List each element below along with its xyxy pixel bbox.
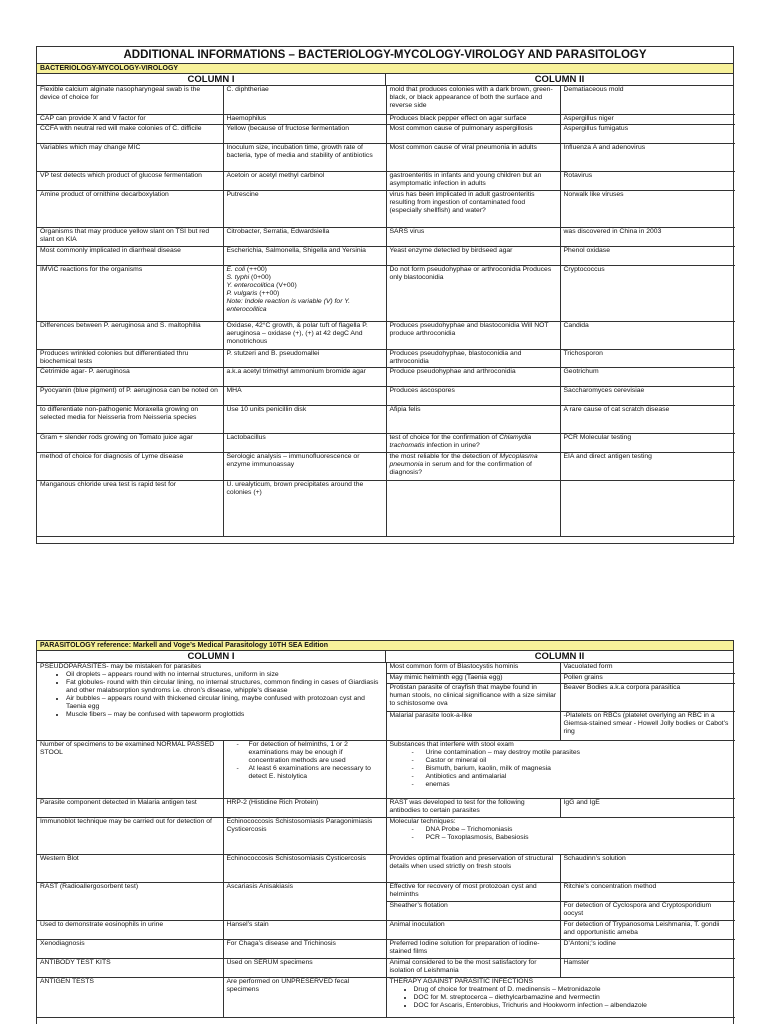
- table-row: [37, 386, 735, 405]
- table-cell: Cetrimide agar- P. aeruginosa: [37, 367, 223, 386]
- table-cell: Sheather’s flotation: [386, 901, 560, 920]
- column-ii-header: COLUMN II: [385, 74, 733, 85]
- table-cell: Acetoin or acetyl methyl carbinol: [223, 171, 386, 190]
- table-row: [37, 246, 735, 265]
- list-item: - Castor or mineral oil: [426, 757, 733, 765]
- imvic-result: (V+00): [274, 281, 297, 289]
- table-cell: Organisms that may produce yellow slant on TSI but red slant on KIA: [37, 227, 223, 246]
- therapy-title: THERAPY AGAINST PARASITIC INFECTIONS: [389, 977, 534, 985]
- list-item: • Air bubbles – appears round with thickened circular lining, maybe confused with protozoan cyst and Taenia egg: [66, 695, 383, 711]
- table-cell: Parasite component detected in Malaria antigen test: [37, 798, 223, 817]
- table-cell: Influenza A and adenovirus: [560, 143, 735, 171]
- section-label-parasitology: PARASITOLOGY reference: Markell and Voge’s Medical Parasitology 10TH SEA Edition: [37, 641, 733, 651]
- table-cell: virus has been implicated in adult gastroenteritis resulting from ingestion of contaminated food (especially shellfish) and water?: [386, 190, 560, 227]
- table-row: [37, 740, 735, 798]
- table-cell: CCFA with neutral red will make colonies of C. difficile: [37, 124, 223, 143]
- table-cell: IgG and IgE: [560, 798, 735, 817]
- table-cell: Used to demonstrate eosinophils in urine: [37, 920, 223, 939]
- pseudoparasites-cell: [37, 663, 386, 740]
- table-cell: For detection of Cyclospora and Cryptosporidium oocyst: [560, 901, 735, 920]
- cell-text: in serum and for the confirmation of diagnosis?: [389, 460, 532, 476]
- table-cell: Immunoblot technique may be carried out for detection of: [37, 817, 223, 854]
- table-cell: Aspergillus niger: [560, 114, 735, 124]
- parasitology-table: [36, 640, 734, 1024]
- table-row: [37, 265, 735, 321]
- imvic-line: [227, 274, 383, 282]
- table-cell: C. diphtheriae: [223, 86, 386, 114]
- table-cell: Aspergillus fumigatus: [560, 124, 735, 143]
- imvic-line: [227, 282, 383, 290]
- imvic-result: (++00): [257, 289, 280, 297]
- cell-text: the most reliable for the detection of: [389, 452, 500, 460]
- table-cell: Cryptococcus: [560, 265, 735, 321]
- table-row: [37, 124, 735, 143]
- table-cell: EIA and direct antigen testing: [560, 452, 735, 480]
- list-item: • Fat globules- round with thin circular lining, no internal structures, common finding in cases of Giardiasis and other malabsorption syndroms i.e. chron’s disease, whipple’s disease: [66, 679, 383, 695]
- table-cell: Western Blot: [37, 854, 223, 882]
- table-cell: Preferred Iodine solution for preparation of iodine-stained films: [386, 939, 560, 958]
- table-cell: Citrobacter, Serratia, Edwardsiella: [223, 227, 386, 246]
- bacteriology-grid: [37, 86, 735, 537]
- table-row: [37, 86, 735, 114]
- table-cell: Amine product of ornithine decarboxylation: [37, 190, 223, 227]
- list-item: - For detection of helminths, 1 or 2 examinations may be enough if concentration methods are used: [249, 741, 383, 765]
- table-cell: Oxidase, 42°C growth, & polar tuft of flagella P. aeruginosa – oxidase (+), (+) at 42 degC And monotrichous: [223, 321, 386, 349]
- table-cell: Geotrichum: [560, 367, 735, 386]
- table-cell: [560, 480, 735, 536]
- table-cell: A rare cause of cat scratch disease: [560, 405, 735, 433]
- table-cell: Animal considered to be the most satisfactory for isolation of Leishmania: [386, 958, 560, 977]
- imvic-result: (0+00): [249, 273, 271, 281]
- table-cell: [223, 740, 386, 798]
- table-row: [37, 114, 735, 124]
- table-cell: P. stutzeri and B. pseudomallei: [223, 349, 386, 367]
- table-cell: Candida: [560, 321, 735, 349]
- table-cell: Echinococcosis Schistosomiasis Cysticercosis: [223, 854, 386, 882]
- table-cell: VP test detects which product of glucose fermentation: [37, 171, 223, 190]
- table-row: [37, 452, 735, 480]
- imvic-line: [227, 266, 383, 274]
- table-cell: Echinococcosis Schistosomiasis Paragonimiasis Cysticercosis: [223, 817, 386, 854]
- therapy-list: [390, 986, 733, 1010]
- pseudoparasites-list: [40, 671, 383, 719]
- molecular-title: Molecular techniques:: [389, 817, 456, 825]
- table-cell: Hansel’s stain: [223, 920, 386, 939]
- organism-name: Y. enterocolitica: [226, 281, 275, 289]
- table-cell: PCR Molecular testing: [560, 433, 735, 452]
- table-row: [37, 349, 735, 367]
- pseudoparasites-title: PSEUDOPARASITES- may be mistaken for parasites: [40, 663, 202, 670]
- table-row: [37, 663, 735, 673]
- organism-name: S. typhi: [226, 273, 250, 281]
- list-item: - enemas: [426, 781, 733, 789]
- table-cell: Saccharomyces cerevisiae: [560, 386, 735, 405]
- table-row: [37, 480, 735, 536]
- table-cell: ANTIBODY TEST KITS: [37, 958, 223, 977]
- table-cell: Use 10 units penicillin disk: [223, 405, 386, 433]
- bacteriology-table: [36, 46, 734, 544]
- column-i-header: COLUMN I: [187, 74, 235, 85]
- table-cell: Effective for recovery of most protozoan cyst and helminths: [386, 882, 560, 901]
- table-row: [37, 171, 735, 190]
- table-cell: May mimic helminth egg (Taenia egg): [386, 673, 560, 683]
- specimen-list: [227, 741, 383, 781]
- table-cell: gastroenteritis in infants and young children but an asymptomatic infection in adults: [386, 171, 560, 190]
- interfere-title: Substances that interfere with stool exam: [389, 740, 514, 748]
- document-title: ADDITIONAL INFORMATIONS – BACTERIOLOGY-MYCOLOGY-VIROLOGY AND PARASITOLOGY: [37, 47, 733, 64]
- interfere-cell: [386, 740, 735, 798]
- table-cell: Produces pseudohyphae, blastoconidia and arthroconidia: [386, 349, 560, 367]
- table-cell: Do not form pseudohyphae or arthroconidia Produces only blastoconidia: [386, 265, 560, 321]
- molecular-list: [390, 826, 733, 842]
- table-cell: Pollen grains: [560, 673, 735, 683]
- table-cell: was discovered in China in 2003: [560, 227, 735, 246]
- table-cell: D’Antoni;’s iodine: [560, 939, 735, 958]
- table-row: [37, 854, 735, 882]
- table-cell: Putrescine: [223, 190, 386, 227]
- cell-text: test of choice for the confirmation of: [389, 433, 500, 441]
- list-item: - Antibiotics and antimalarial: [426, 773, 733, 781]
- table-row: [37, 817, 735, 854]
- table-cell: Manganous chloride urea test is rapid test for: [37, 480, 223, 536]
- table-row: [37, 143, 735, 171]
- table-cell: Flexible calcium alginate nasopharyngeal swab is the device of choice for: [37, 86, 223, 114]
- list-item: • DOC for M. streptocerca – diethylcarbamazine and Ivermectin: [414, 994, 733, 1002]
- table-cell: [223, 265, 386, 321]
- table-cell: Number of specimens to be examined NORMAL PASSED STOOL: [37, 740, 223, 798]
- list-item: - Urine contamination – may destroy motile parasites: [426, 749, 733, 757]
- table-cell: Ascariasis Anisakiasis: [223, 882, 386, 920]
- table-cell: Yellow (because of fructose fermentation: [223, 124, 386, 143]
- table-cell: Used on SERUM specimens: [223, 958, 386, 977]
- table-cell: [386, 433, 560, 452]
- table-cell: HRP-2 (Histidine Rich Protein): [223, 798, 386, 817]
- table-cell: Gram + slender rods growing on Tomato juice agar: [37, 433, 223, 452]
- table-cell: [386, 452, 560, 480]
- table-cell: Beaver Bodies a.k.a corpora parasitica: [560, 683, 735, 711]
- table-cell: Produces pseudohyphae and blastoconidia Will NOT produce arthroconidia: [386, 321, 560, 349]
- table-cell: -Platelets on RBCs (platelet overlying an RBC in a Giemsa-stained smear - Howell Jolly bodies or Cabot’s ring: [560, 711, 735, 740]
- table-cell: a.k.a acetyl trimethyl ammonium bromide agar: [223, 367, 386, 386]
- organism-name: P. vulgaris: [226, 289, 258, 297]
- therapy-cell: [386, 977, 735, 1017]
- table-cell: Animal inoculation: [386, 920, 560, 939]
- table-cell: Produces black pepper effect on agar surface: [386, 114, 560, 124]
- list-item: - At least 6 examinations are necessary to detect E. histolytica: [249, 765, 383, 781]
- table-cell: Provides optimal fixation and preservation of structural details when used strictly on fresh stools: [386, 854, 560, 882]
- organism-name: Mycoplasma pneumonia: [389, 452, 538, 468]
- table-cell: Haemophilus: [223, 114, 386, 124]
- table-cell: For Chaga’s disease and Trichinosis: [223, 939, 386, 958]
- imvic-result: (++00): [245, 265, 267, 273]
- table-cell: [386, 480, 560, 536]
- molecular-cell: [386, 817, 735, 854]
- table-cell: Dematiaceous mold: [560, 86, 735, 114]
- table-row: [37, 227, 735, 246]
- table-cell: Produce pseudohyphae and arthroconidia: [386, 367, 560, 386]
- table-cell: Protistan parasite of crayfish that maybe found in human stools, no clinical significance with a size similar to schistosome ova: [386, 683, 560, 711]
- table-cell: Rotavirus: [560, 171, 735, 190]
- table-cell: IMViC reactions for the organisms: [37, 265, 223, 321]
- table-cell: Variables which may change MIC: [37, 143, 223, 171]
- list-item: • Drug of choice for treatment of D. medinensis – Metronidazole: [414, 986, 733, 994]
- list-item: • Oil droplets – appears round with no internal structures, uniform in size: [66, 671, 383, 679]
- list-item: - DNA Probe – Trichomoniasis: [426, 826, 733, 834]
- table-cell: mold that produces colonies with a dark brown, green-black, or black appearance of both the surface and reverse side: [386, 86, 560, 114]
- organism-name: Chlamydia trachomatis: [389, 433, 532, 449]
- table-row: [37, 321, 735, 349]
- table-row: [37, 958, 735, 977]
- table-cell: Most commonly implicated in diarrheal disease: [37, 246, 223, 265]
- column-headers: [37, 651, 733, 663]
- table-cell: Most common cause of pulmonary aspergillosis: [386, 124, 560, 143]
- table-row: [37, 977, 735, 1017]
- table-cell: Schaudinn’s solution: [560, 854, 735, 882]
- table-cell: Produces ascospores: [386, 386, 560, 405]
- table-cell: Norwalk like viruses: [560, 190, 735, 227]
- table-cell: Ritchie’s concentration method: [560, 882, 735, 901]
- parasitology-grid: [37, 663, 735, 1018]
- table-row: [37, 939, 735, 958]
- table-cell: Escherichia, Salmonella, Shigella and Yersinia: [223, 246, 386, 265]
- cell-text: infection in urine?: [424, 441, 480, 449]
- table-cell: Yeast enzyme detected by birdseed agar: [386, 246, 560, 265]
- table-cell: Most common form of Blastocystis hominis: [386, 663, 560, 673]
- table-cell: Hamster: [560, 958, 735, 977]
- table-cell: Are performed on UNPRESERVED fecal specimens: [223, 977, 386, 1017]
- table-row: [37, 405, 735, 433]
- table-cell: U. urealyticum, brown precipitates around the colonies (+): [223, 480, 386, 536]
- table-cell: Most common cause of viral pneumonia in adults: [386, 143, 560, 171]
- imvic-note: Note: Indole reaction is variable (V) for Y. enterocolitica: [226, 297, 351, 313]
- table-cell: CAP can provide X and V factor for: [37, 114, 223, 124]
- list-item: • DOC for Ascaris, Enterobius, Trichuris and Hookworm infection – albendazole: [414, 1002, 733, 1010]
- table-cell: Xenodiagnosis: [37, 939, 223, 958]
- table-row: [37, 433, 735, 452]
- table-cell: RAST (Radioallergosorbent test): [37, 882, 223, 920]
- table-cell: RAST was developed to test for the following antibodies to certain parasites: [386, 798, 560, 817]
- list-item: - Bismuth, barium, kaolin, milk of magnesia: [426, 765, 733, 773]
- list-item: • Muscle fibers – may be confused with tapeworm proglottids: [66, 711, 383, 719]
- table-cell: Differences between P. aeruginosa and S. maltophilia: [37, 321, 223, 349]
- imvic-line: [227, 290, 383, 298]
- table-cell: Inoculum size, incubation time, growth rate of bacteria, type of media and stability of antibiotics: [223, 143, 386, 171]
- table-cell: Pyocyanin (blue pigment) of P. aeruginosa can be noted on: [37, 386, 223, 405]
- organism-name: E. coli: [226, 265, 246, 273]
- table-cell: For detection of Trypanosoma Leishmania, T. gondii and opportunistic ameba: [560, 920, 735, 939]
- interfere-list: [390, 749, 733, 789]
- table-cell: Produces wrinkled colonies but differentiated thru biochemical tests: [37, 349, 223, 367]
- table-cell: Afipia felis: [386, 405, 560, 433]
- table-cell: Trichosporon: [560, 349, 735, 367]
- table-cell: Lactobacillus: [223, 433, 386, 452]
- table-cell: Malarial parasite look-a-like: [386, 711, 560, 740]
- table-cell: method of choice for diagnosis of Lyme disease: [37, 452, 223, 480]
- table-cell: MHA: [223, 386, 386, 405]
- table-cell: to differentiate non-pathogenic Moraxella growing on selected media for Neisseria from Neisseria species: [37, 405, 223, 433]
- table-row: [37, 882, 735, 901]
- table-row: [37, 190, 735, 227]
- table-cell: Serologic analysis – immunofluorescence or enzyme immunoassay: [223, 452, 386, 480]
- table-cell: SARS virus: [386, 227, 560, 246]
- column-headers: [37, 74, 733, 86]
- list-item: - PCR – Toxoplasmosis, Babesiosis: [426, 834, 733, 842]
- column-ii-header: COLUMN II: [385, 651, 733, 662]
- section-label-bacteriology: BACTERIOLOGY-MYCOLOGY-VIROLOGY: [37, 64, 733, 74]
- table-row: [37, 920, 735, 939]
- table-row: [37, 367, 735, 386]
- table-cell: Phenol oxidase: [560, 246, 735, 265]
- table-row: [37, 798, 735, 817]
- table-cell: ANTIGEN TESTS: [37, 977, 223, 1017]
- table-cell: Vacuolated form: [560, 663, 735, 673]
- column-i-header: COLUMN I: [187, 651, 235, 662]
